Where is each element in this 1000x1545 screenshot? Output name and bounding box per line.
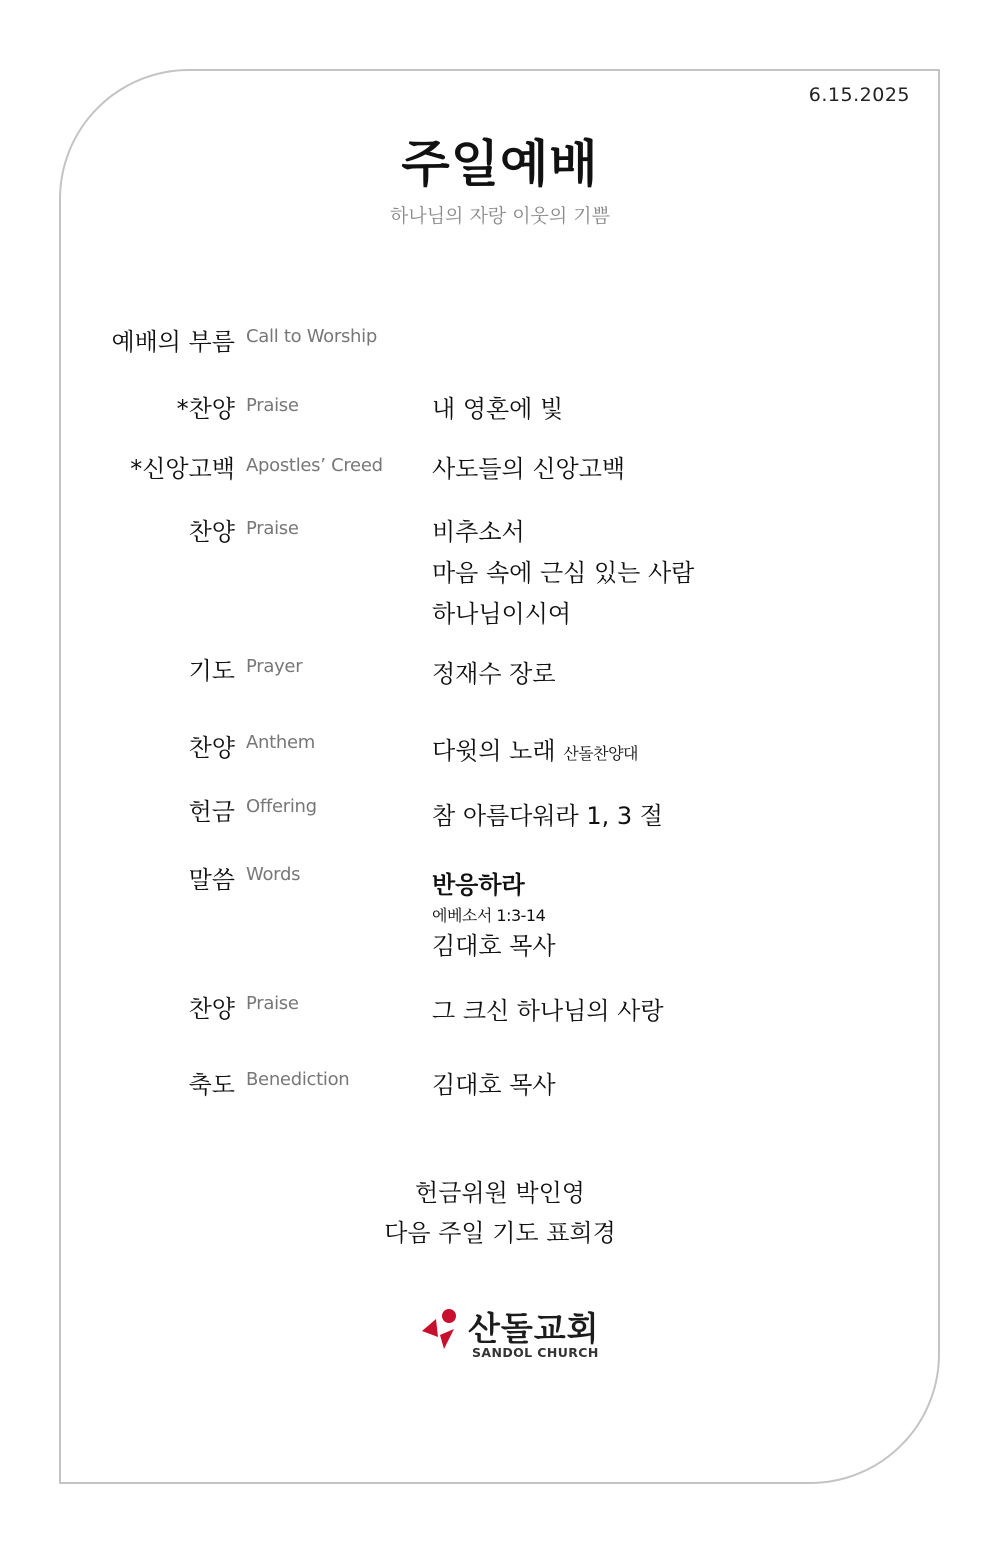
anthem-eng: Anthem	[246, 732, 315, 753]
praise2-label: 찬양	[188, 518, 235, 546]
praise3-label: 찬양	[188, 995, 235, 1023]
offering-label: 헌금	[188, 798, 235, 826]
prayer-value: 정재수 장로	[432, 660, 556, 688]
offering-value: 참 아름다워라 1, 3 절	[432, 802, 663, 830]
praise1-eng: Praise	[246, 395, 299, 416]
page-frame	[59, 69, 940, 1484]
church-name-english: SANDOL CHURCH	[472, 1345, 599, 1360]
church-name: 산돌교회	[468, 1309, 600, 1348]
sermon-preacher: 김대호 목사	[432, 932, 556, 960]
anthem-choir: 산돌찬양대	[563, 744, 638, 763]
praise3-eng: Praise	[246, 993, 299, 1014]
offering-committee: 헌금위원 박인영	[415, 1179, 585, 1207]
anthem-label: 찬양	[188, 734, 235, 762]
benediction-eng: Benediction	[246, 1069, 350, 1090]
anthem-title: 다윗의 노래	[432, 737, 556, 765]
prayer-eng: Prayer	[246, 656, 303, 677]
praise1-label: *찬양	[176, 395, 235, 423]
church-logo-icon	[420, 1307, 460, 1351]
praise2-value-3: 하나님이시여	[432, 600, 572, 628]
prayer-label: 기도	[188, 657, 235, 685]
creed-label: *신앙고백	[130, 455, 235, 483]
call-to-worship-label: 예배의 부름	[111, 328, 235, 356]
praise1-value: 내 영혼에 빛	[432, 395, 564, 423]
praise2-value-1: 비추소서	[432, 518, 525, 546]
call-to-worship-eng: Call to Worship	[246, 326, 377, 347]
anthem-value	[432, 731, 638, 766]
page-subtitle: 하나님의 자랑 이웃의 기쁨	[389, 205, 610, 227]
service-date: 6.15.2025	[808, 84, 910, 106]
praise3-value: 그 크신 하나님의 사랑	[432, 997, 664, 1025]
words-eng: Words	[246, 864, 301, 885]
praise2-value-2: 마음 속에 근심 있는 사람	[432, 559, 695, 587]
praise2-eng: Praise	[246, 518, 299, 539]
sermon-scripture: 에베소서 1:3-14	[432, 906, 546, 925]
benediction-label: 축도	[188, 1071, 235, 1099]
church-logo	[420, 1305, 600, 1365]
creed-value: 사도들의 신앙고백	[432, 455, 626, 483]
page-title: 주일예배	[401, 135, 599, 193]
offering-eng: Offering	[246, 796, 317, 817]
sermon-title: 반응하라	[432, 871, 525, 899]
creed-eng: Apostles’ Creed	[246, 455, 383, 476]
benediction-value: 김대호 목사	[432, 1071, 556, 1099]
next-week-prayer: 다음 주일 기도 표희경	[384, 1219, 616, 1247]
words-label: 말씀	[188, 866, 235, 894]
